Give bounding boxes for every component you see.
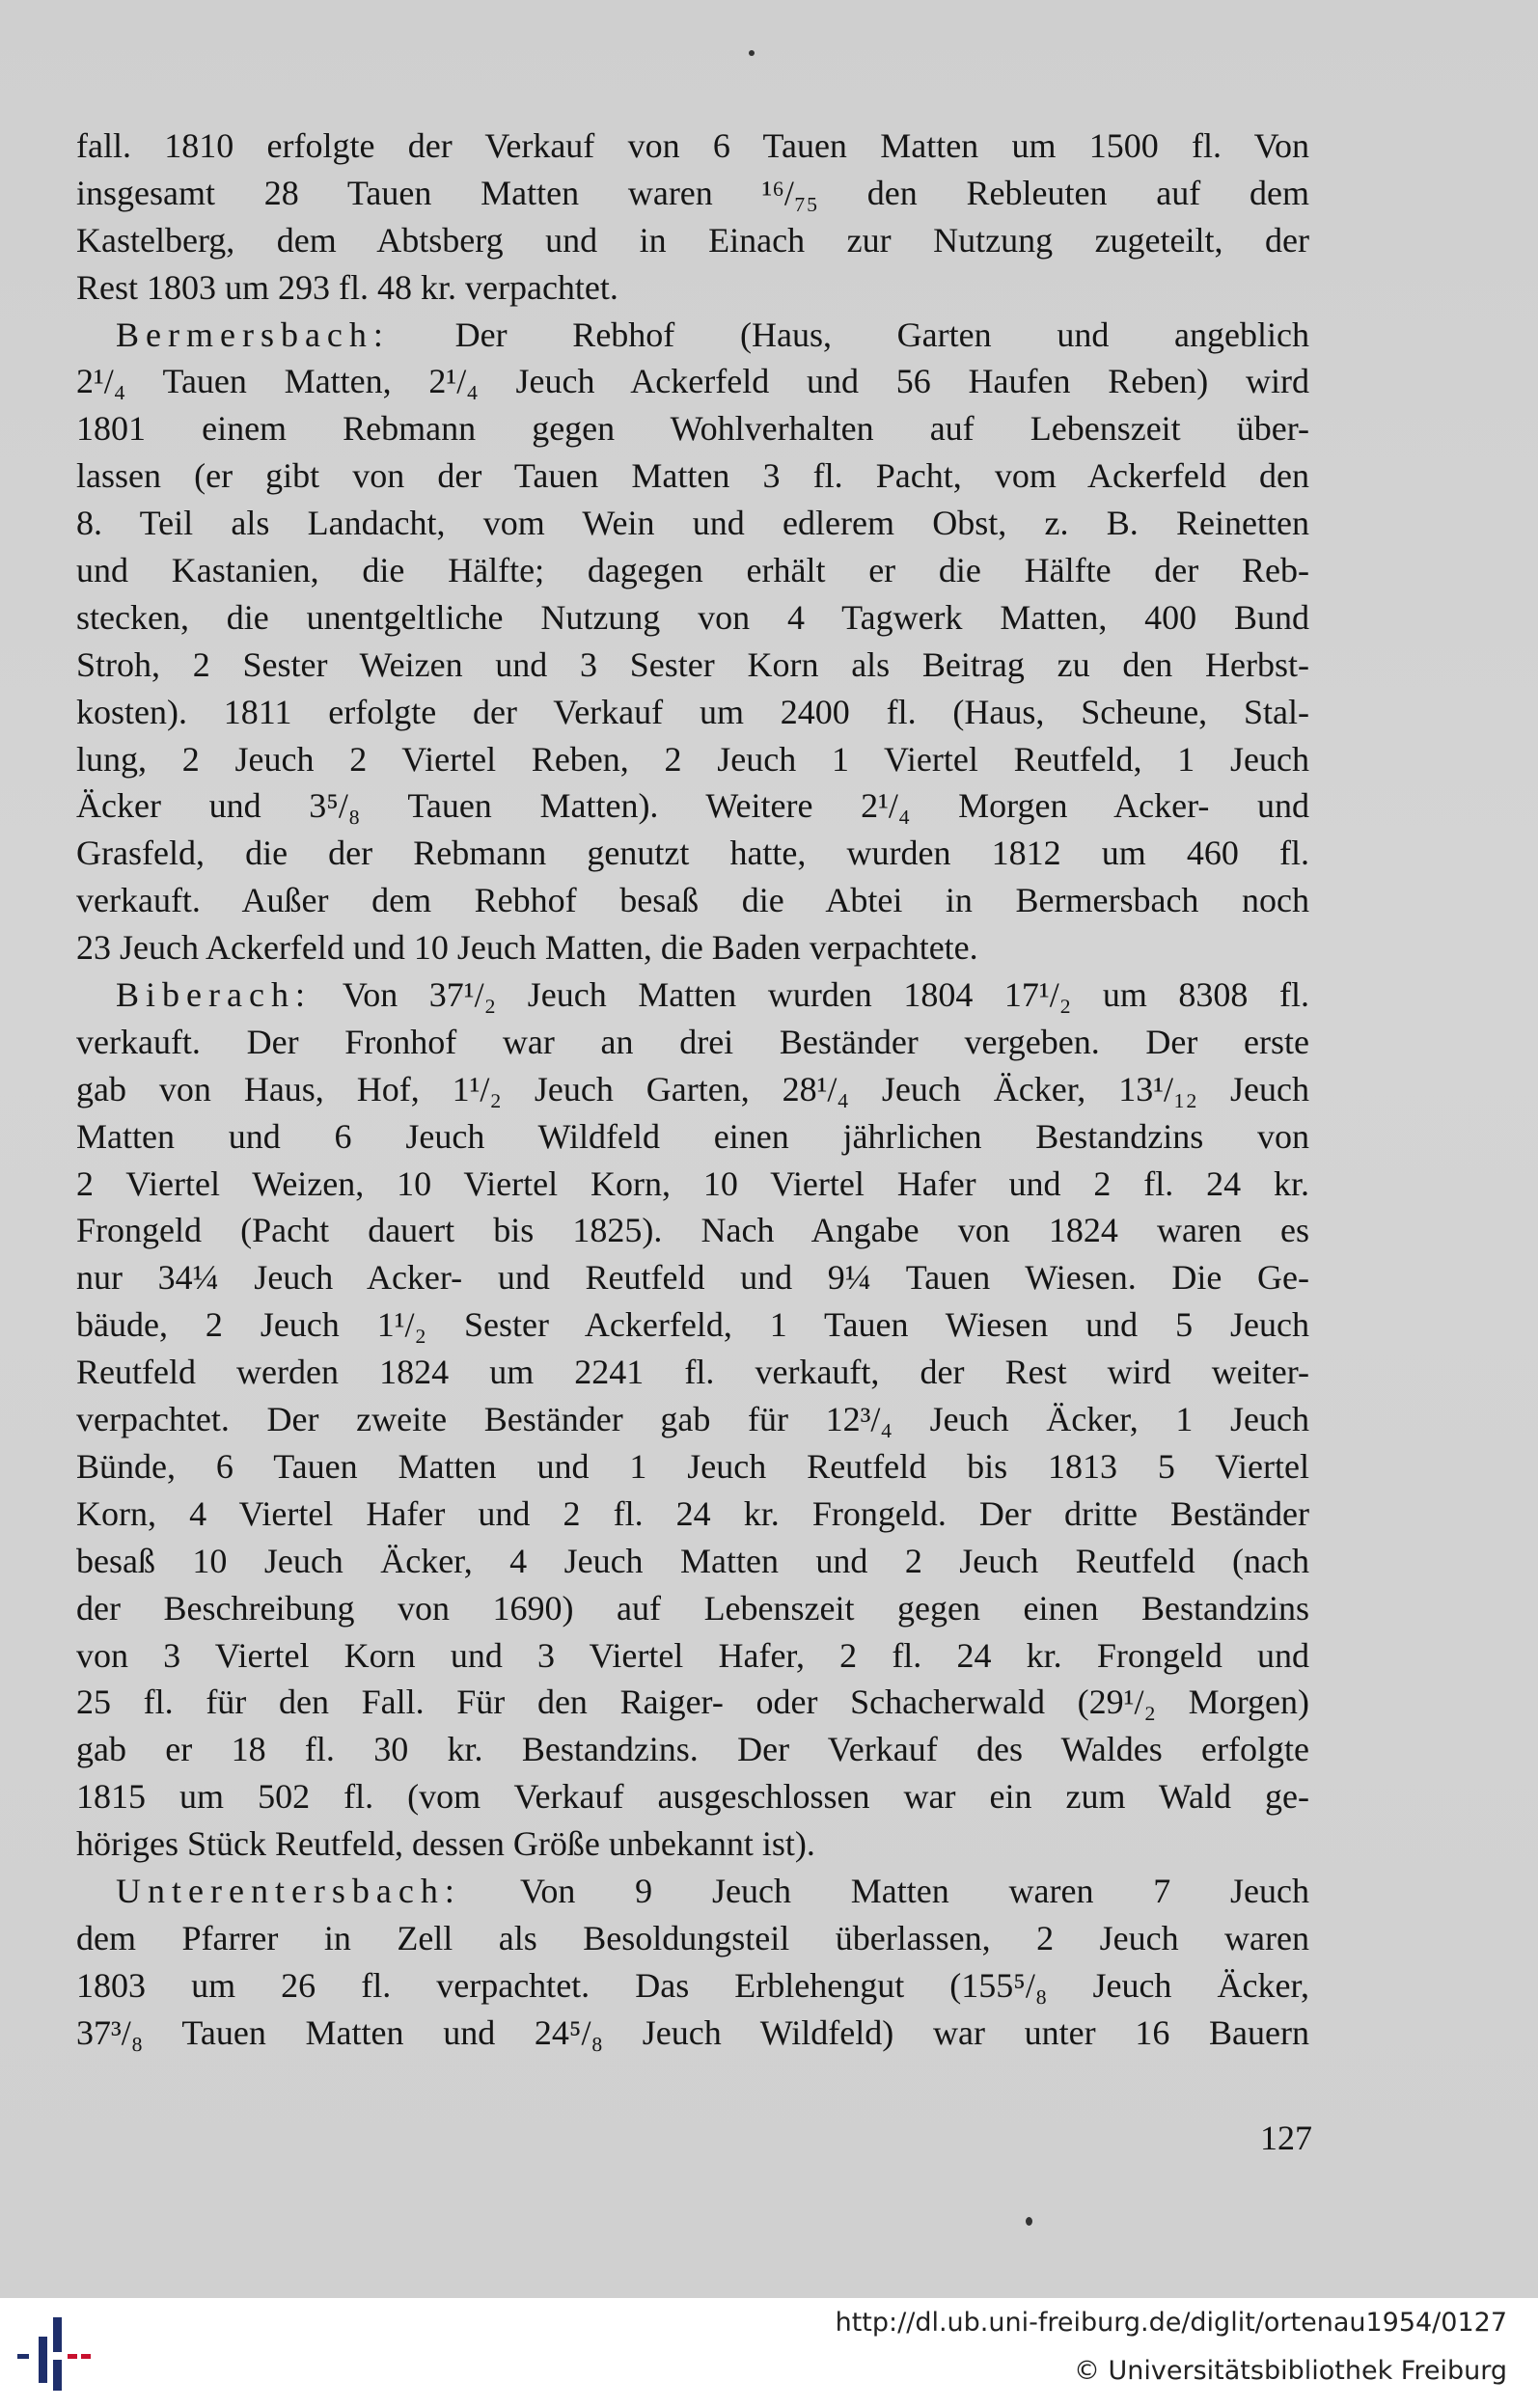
text-line: verkauft. Außer dem Rebhof besaß die Abtei in Bermersbach noch — [76, 881, 1309, 920]
paragraph-first-line — [76, 1868, 1309, 1915]
text-line: Frongeld (Pacht dauert bis 1825). Nach Angabe von 1824 waren es — [76, 1211, 1309, 1250]
paragraph-first-line — [76, 971, 1309, 1019]
text-line: stecken, die unentgeltliche Nutzung von 4 Tagwerk Matten, 400 Bund — [76, 597, 1309, 637]
text-line: insgesamt 28 Tauen Matten waren ¹⁶/₇₅ den Rebleuten auf dem — [76, 173, 1309, 212]
text-line: Kastelberg, dem Abtsberg und in Einach zur Nutzung zugeteilt, der — [76, 220, 1309, 260]
text-line: 1803 um 26 fl. verpachtet. Das Erblehengut (155⁵/₈ Jeuch Äcker, — [76, 1965, 1309, 2005]
text-line: 1801 einem Rebmann gegen Wohlverhalten auf Lebenszeit über- — [76, 409, 1309, 449]
text-run: Von 37¹/₂ Jeuch Matten wurden 1804 17¹/₂ um 8308 fl. — [311, 975, 1309, 1015]
text-line: fall. 1810 erfolgte der Verkauf von 6 Tauen Matten um 1500 fl. Von — [76, 126, 1309, 165]
footer-bar — [0, 2298, 1538, 2408]
source-url[interactable]: http://dl.ub.uni-freiburg.de/diglit/ortenau1954/0127 — [835, 2308, 1507, 2338]
paragraph-first-line — [76, 312, 1309, 359]
text-line: besaß 10 Jeuch Äcker, 4 Jeuch Matten und 2 Jeuch Reutfeld (nach — [76, 1541, 1309, 1580]
body-text — [76, 123, 1309, 2057]
text-line: 23 Jeuch Ackerfeld und 10 Jeuch Matten, die Baden verpachtete. — [76, 928, 978, 968]
text-run: Von 9 Jeuch Matten waren 7 Jeuch — [460, 1871, 1309, 1910]
copyright-notice: © Universitätsbibliothek Freiburg — [1073, 2356, 1507, 2386]
text-line: 2 Viertel Weizen, 10 Viertel Korn, 10 Viertel Hafer und 2 fl. 24 kr. — [76, 1163, 1309, 1203]
text-line: kosten). 1811 erfolgte der Verkauf um 2400 fl. (Haus, Scheune, Stal- — [76, 692, 1309, 731]
text-line: gab er 18 fl. 30 kr. Bestandzins. Der Verkauf des Waldes erfolgte — [76, 1730, 1309, 1769]
text-line: verkauft. Der Fronhof war an drei Beständer vergeben. Der erste — [76, 1022, 1309, 1061]
text-run: Der Rebhof (Haus, Garten und angeblich — [389, 315, 1309, 354]
text-line: 1815 um 502 fl. (vom Verkauf ausgeschlossen war ein zum Wald ge- — [76, 1777, 1309, 1817]
text-line: höriges Stück Reutfeld, dessen Größe unbekannt ist). — [76, 1824, 815, 1864]
ub-freiburg-logo-icon[interactable] — [17, 2315, 98, 2393]
text-line: Matten und 6 Jeuch Wildfeld einen jährlichen Bestandzins von — [76, 1116, 1309, 1156]
text-line: Rest 1803 um 293 fl. 48 kr. verpachtet. — [76, 267, 618, 307]
print-speck — [749, 50, 755, 56]
text-line: der Beschreibung von 1690) auf Lebenszeit gegen einen Bestandzins — [76, 1588, 1309, 1628]
text-line: bäude, 2 Jeuch 1¹/₂ Sester Ackerfeld, 1 Tauen Wiesen und 5 Jeuch — [76, 1305, 1309, 1345]
text-line: Stroh, 2 Sester Weizen und 3 Sester Korn als Beitrag zu den Herbst- — [76, 644, 1309, 684]
text-line: nur 34¼ Jeuch Acker- und Reutfeld und 9¼ Tauen Wiesen. Die Ge- — [76, 1258, 1309, 1298]
text-line: verpachtet. Der zweite Beständer gab für 12³/₄ Jeuch Äcker, 1 Jeuch — [76, 1400, 1309, 1439]
text-line: 37³/₈ Tauen Matten und 24⁵/₈ Jeuch Wildfeld) war unter 16 Bauern — [76, 2012, 1309, 2052]
page-number: 127 — [1260, 2119, 1312, 2157]
ub-freiburg-logo-graphic — [17, 2315, 98, 2393]
text-line: lassen (er gibt von der Tauen Matten 3 fl. Pacht, vom Ackerfeld den — [76, 456, 1309, 496]
text-line: 25 fl. für den Fall. Für den Raiger- oder Schacherwald (29¹/₂ Morgen) — [76, 1683, 1309, 1722]
text-line: von 3 Viertel Korn und 3 Viertel Hafer, 2 fl. 24 kr. Frongeld und — [76, 1635, 1309, 1675]
text-line: Grasfeld, die der Rebmann genutzt hatte, wurden 1812 um 460 fl. — [76, 834, 1309, 873]
text-line: 2¹/₄ Tauen Matten, 2¹/₄ Jeuch Ackerfeld und 56 Haufen Reben) wird — [76, 362, 1309, 401]
text-line: Äcker und 3⁵/₈ Tauen Matten). Weitere 2¹/₄ Morgen Acker- und — [76, 786, 1309, 826]
place-name: Unterentersbach: — [116, 1871, 461, 1910]
print-speck — [1026, 2217, 1032, 2226]
place-name: Biberach: — [116, 975, 312, 1015]
text-line: lung, 2 Jeuch 2 Viertel Reben, 2 Jeuch 1 Viertel Reutfeld, 1 Jeuch — [76, 739, 1309, 779]
place-name: Bermersbach: — [116, 315, 390, 354]
text-line: Reutfeld werden 1824 um 2241 fl. verkauft, der Rest wird weiter- — [76, 1353, 1309, 1392]
text-line: Korn, 4 Viertel Hafer und 2 fl. 24 kr. Frongeld. Der dritte Beständer — [76, 1493, 1309, 1533]
text-line: 8. Teil als Landacht, vom Wein und edlerem Obst, z. B. Reinetten — [76, 504, 1309, 543]
text-line: und Kastanien, die Hälfte; dagegen erhält er die Hälfte der Reb- — [76, 551, 1309, 590]
text-line: Bünde, 6 Tauen Matten und 1 Jeuch Reutfeld bis 1813 5 Viertel — [76, 1446, 1309, 1486]
text-line: dem Pfarrer in Zell als Besoldungsteil überlassen, 2 Jeuch waren — [76, 1918, 1309, 1957]
text-line: gab von Haus, Hof, 1¹/₂ Jeuch Garten, 28¹/₄ Jeuch Äcker, 13¹/₁₂ Jeuch — [76, 1069, 1309, 1108]
